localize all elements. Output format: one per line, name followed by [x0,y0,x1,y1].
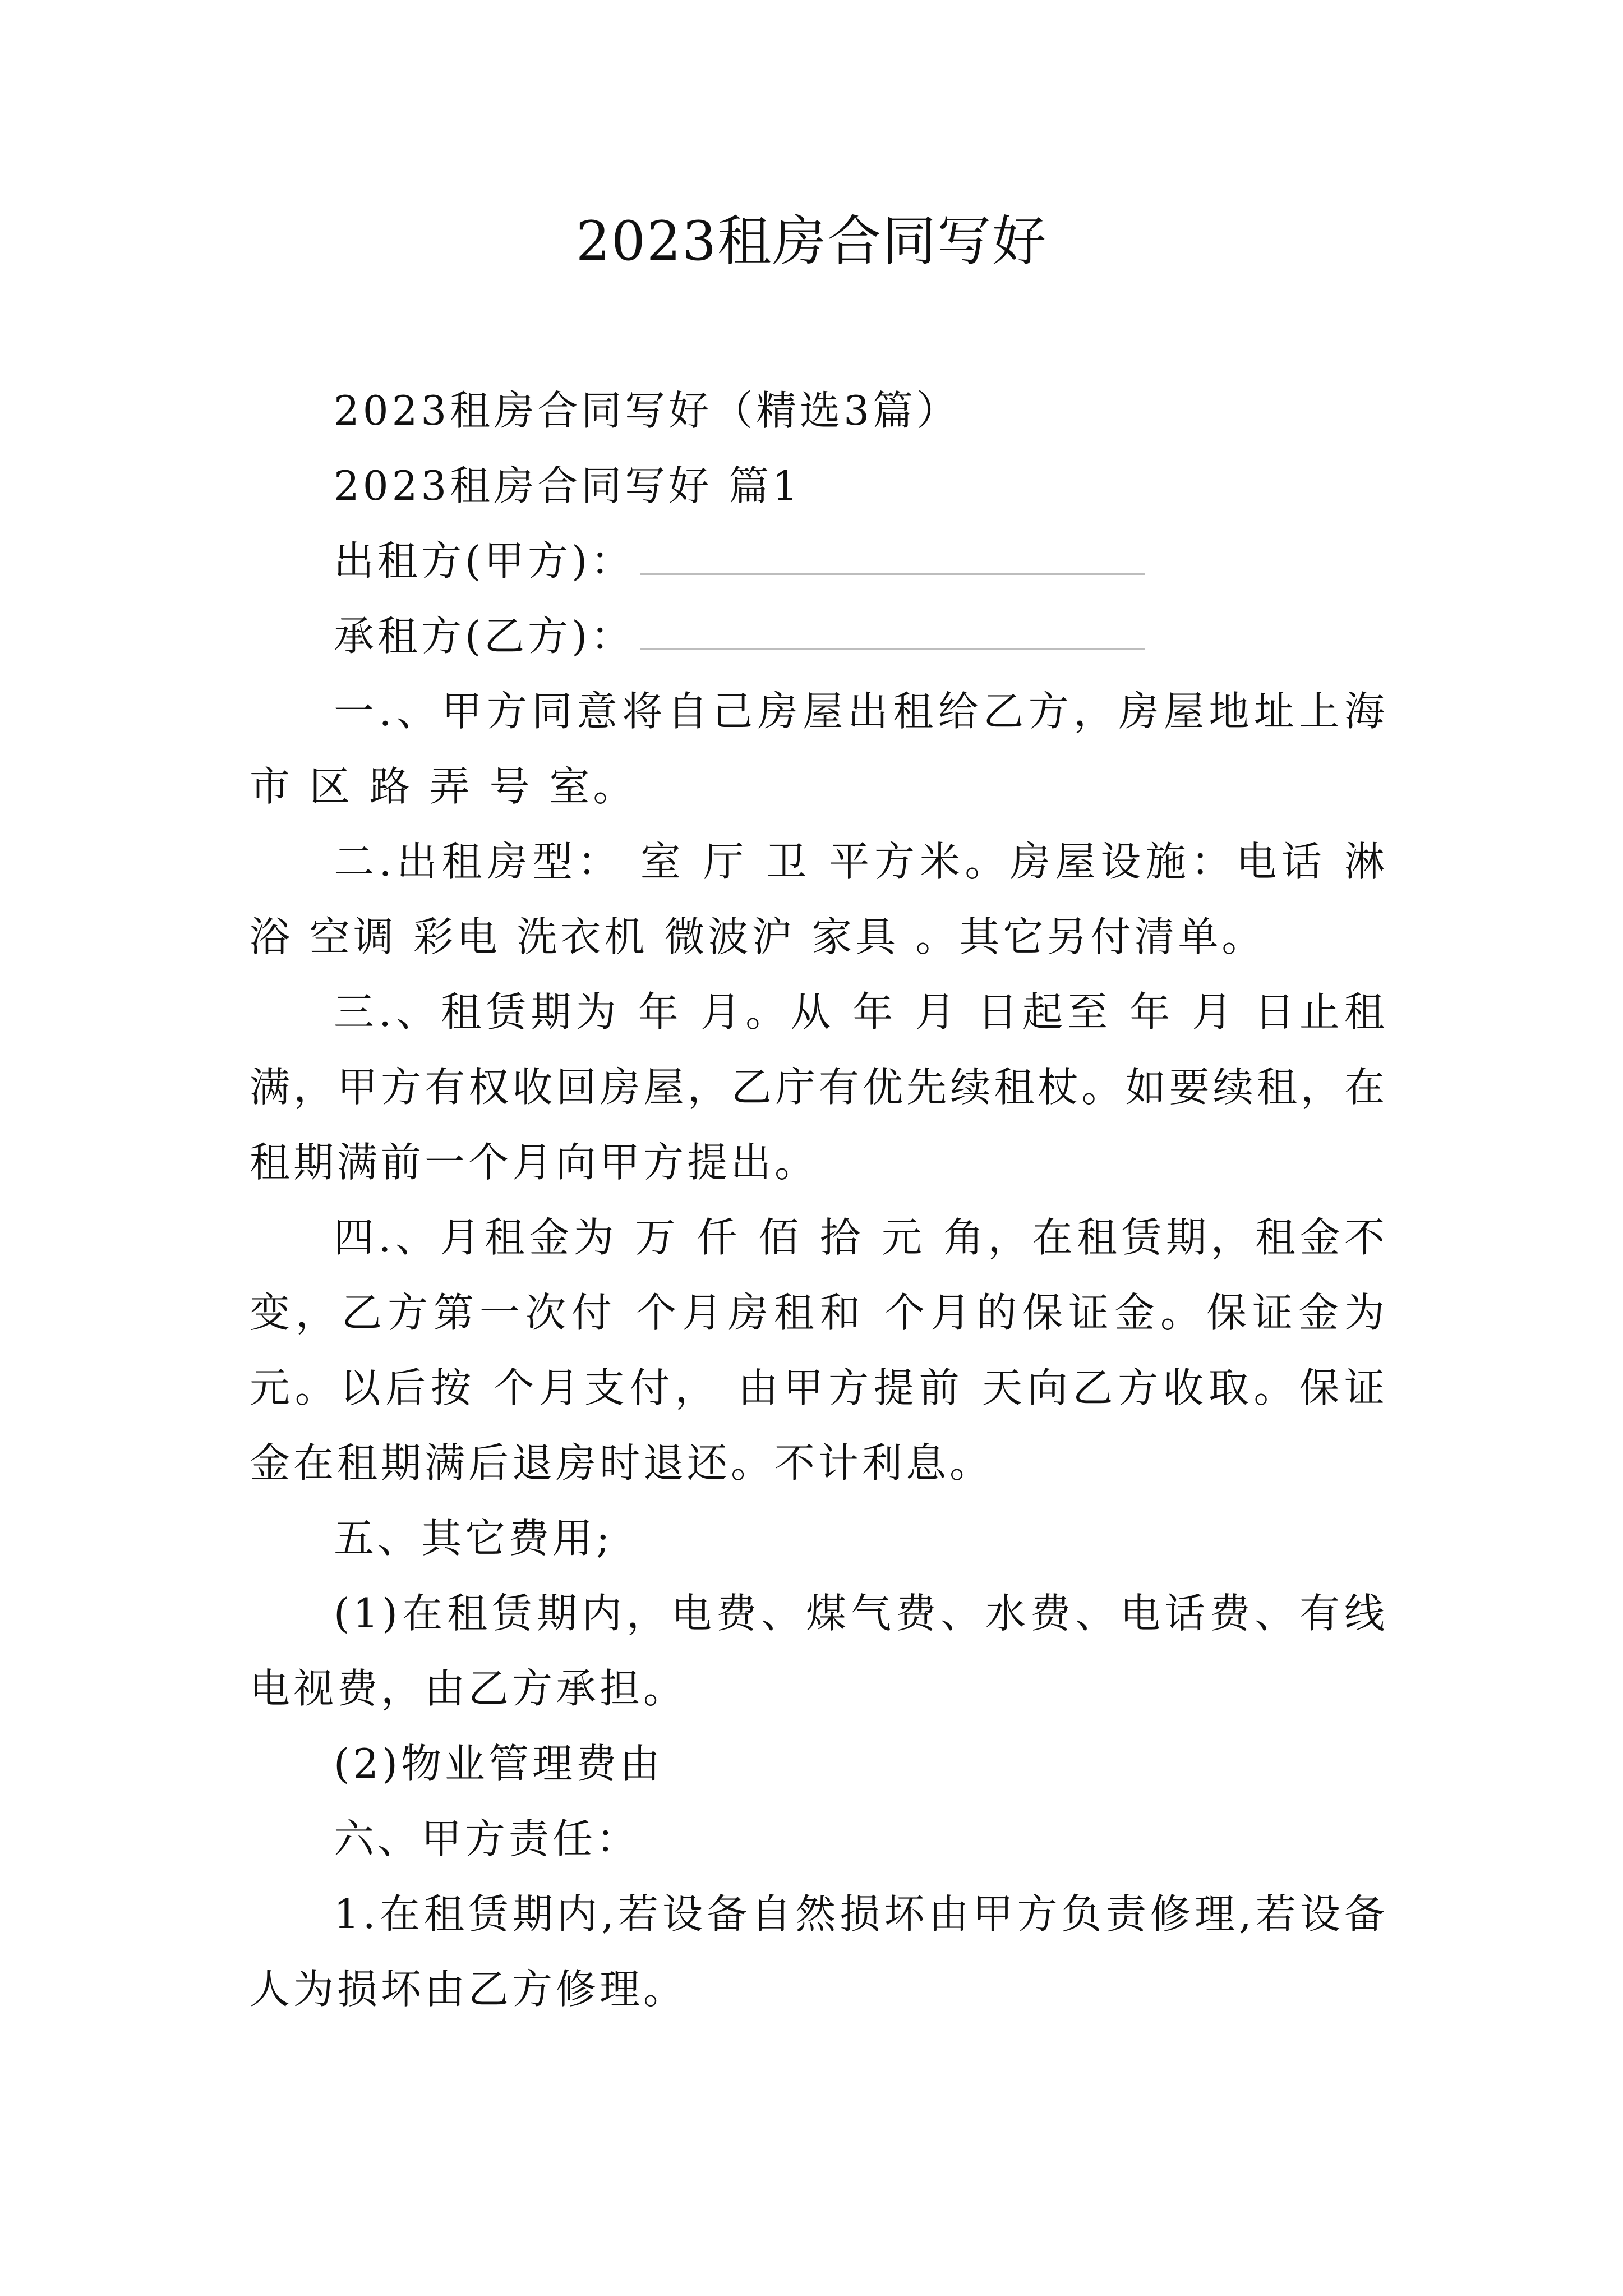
clause-3-lease-term: 三.、租赁期为 年 月。从 年 月 日起至 年 月 日止租满，甲方有权收回房屋，乙庁有优先续租杖。如要续租，在租期满前一个月向甲方提出。 [250,988,1388,1186]
section-heading: 2023租房合同写好 篇1 [334,462,801,509]
document-subtitle: 2023租房合同写好（精选3篇） [334,387,961,434]
clause-6-lessor-duties: 六、甲方责任： [334,1815,640,1862]
clause-5-item-2: (2)物业管理费由 [334,1740,663,1787]
lessee-blank-field [640,608,1145,650]
clause-5-item-1: (1)在租赁期内，电费、煤气费、水费、电话费、有线电视费，由乙方承担。 [250,1590,1388,1712]
clause-2-room-type: 二.出租房型： 室 厅 卫 平方米。房屋设施：电话 淋浴 空调 彩电 洗衣机 微波沪 家具 。其它另付清单。 [250,838,1388,960]
lessor-line [250,523,1388,599]
lessee-label: 承租方(乙方)： [334,613,635,660]
clause-1-premises: 一.、甲方同意将自己房屋出租给乙方，房屋地址上海市 区 路 弄 号 室。 [250,688,1388,810]
clause-5-other-fees: 五、其它费用; [334,1515,614,1562]
lessor-label: 出租方(甲方)： [334,537,635,585]
document-body [250,373,1388,2027]
document-title: 2023租房合同写好 [575,210,1048,273]
lessor-blank-field [640,533,1145,575]
clause-6-item-1: 1.在租赁期内,若设备自然损坏由甲方负责修理,若设备人为损坏由乙方修理。 [250,1890,1388,2013]
lessee-line [250,599,1388,674]
clause-4-rent: 四.、月租金为 万 仟 佰 拾 元 角，在租赁期，租金不变，乙方第一次付 个月房租和 个月的保证金。保证金为 元。以后按 个月支付， 由甲方提前 天向乙方收取。保证金在租期满后退房时退还。不计利息。 [250,1214,1388,1487]
